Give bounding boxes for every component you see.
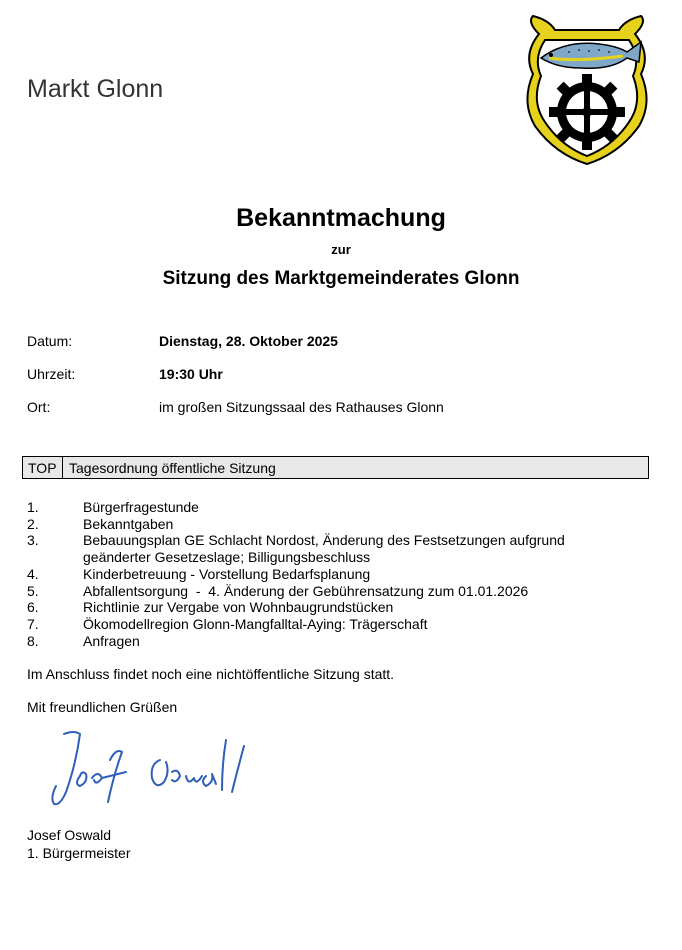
agenda-header (22, 456, 649, 479)
agenda-item-number: 2. (27, 515, 39, 532)
agenda-item-number: 5. (27, 582, 39, 599)
agenda-item-text: Ökomodellregion Glonn-Mangfalltal-Aying: Trägerschaft (83, 615, 428, 632)
agenda-item-text: Bebauungsplan GE Schlacht Nordost, Änderung des Festsetzungen aufgrund geänderter Gesetzeslage; Billigungsbeschluss (83, 532, 565, 566)
signer-name: Josef Oswald (27, 827, 112, 843)
time-value: 19:30 Uhr (159, 366, 223, 382)
agenda-item-number: 4. (27, 565, 39, 582)
agenda-item-number: 7. (27, 615, 39, 632)
closed-session-note: Im Anschluss findet noch eine nichtöffentliche Sitzung statt. (27, 666, 395, 682)
agenda-item-text: Kinderbetreuung - Vorstellung Bedarfsplanung (83, 565, 371, 582)
notice-subtitle: zur (331, 242, 351, 257)
agenda-item (27, 599, 627, 616)
location-value: im großen Sitzungssaal des Rathauses Glonn (159, 399, 444, 415)
crest-icon (519, 14, 655, 166)
agenda-item (27, 532, 627, 565)
agenda-item (27, 616, 627, 633)
date-value: Dienstag, 28. Oktober 2025 (159, 333, 338, 349)
date-label: Datum: (27, 333, 73, 349)
org-name: Markt Glonn (27, 75, 164, 103)
meeting-title: Sitzung des Marktgemeinderates Glonn (162, 268, 520, 289)
agenda-item-number: 3. (27, 532, 39, 549)
agenda-item-text: Anfragen (83, 632, 140, 649)
signer-role: 1. Bürgermeister (27, 845, 131, 861)
agenda-item-text: Abfallentsorgung - 4. Änderung der Gebührensatzung zum 01.01.2026 (83, 582, 529, 599)
location-label: Ort: (27, 399, 51, 415)
agenda-list (27, 499, 627, 649)
agenda-item-text: Bürgerfragestunde (83, 499, 199, 515)
agenda-item (27, 583, 627, 600)
agenda-item-number: 8. (27, 632, 39, 649)
agenda-item (27, 499, 627, 516)
agenda-item-number: 1. (27, 499, 39, 515)
agenda-item-number: 6. (27, 599, 39, 616)
agenda-header-title: Tagesordnung öffentliche Sitzung (69, 460, 276, 476)
agenda-item-text: Richtlinie zur Vergabe von Wohnbaugrundstücken (83, 599, 394, 616)
agenda-item (27, 516, 627, 533)
greeting: Mit freundlichen Grüßen (27, 699, 178, 715)
agenda-item-text: Bekanntgaben (83, 515, 174, 532)
agenda-item (27, 633, 627, 650)
signature-icon (30, 720, 285, 820)
time-label: Uhrzeit: (27, 366, 76, 382)
notice-title: Bekanntmachung (236, 204, 446, 232)
agenda-header-top: TOP (23, 457, 63, 478)
agenda-item (27, 566, 627, 583)
